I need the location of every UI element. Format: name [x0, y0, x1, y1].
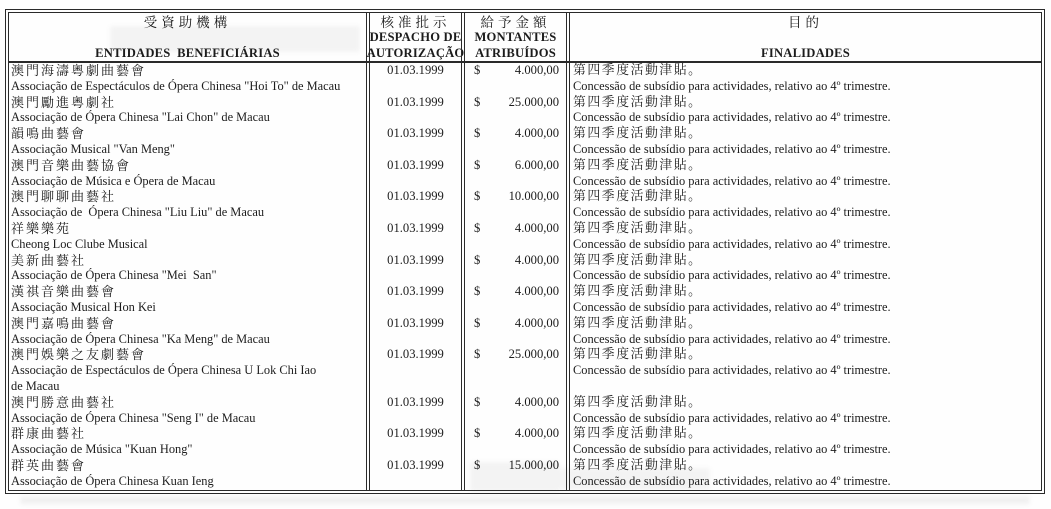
purpose-cell — [566, 426, 1041, 458]
currency-symbol: $ — [474, 189, 481, 204]
entity-name-zh: 漢祺音樂曲藝會 — [11, 284, 117, 300]
table-row — [9, 95, 1041, 127]
authorization-date: 01.03.1999 — [387, 157, 444, 172]
entity-name-pt: Cheong Loc Clube Musical — [11, 236, 148, 251]
authorization-date: 01.03.1999 — [387, 189, 444, 204]
header-finalidades-zh: 目的 — [788, 15, 823, 30]
currency-symbol: $ — [474, 457, 481, 472]
amount-cell — [461, 316, 566, 348]
purpose-cell — [566, 189, 1041, 221]
currency-symbol: $ — [474, 284, 481, 299]
scan-artifact — [20, 497, 1030, 504]
table-row — [9, 284, 1041, 316]
amount-value: 6.000,00 — [514, 157, 559, 172]
authorization-date-cell — [366, 126, 461, 158]
table-row — [9, 221, 1041, 253]
amount-value: 4.000,00 — [514, 426, 559, 441]
entity-name-pt: Associação de Ópera Chinesa Kuan Ieng — [11, 473, 214, 488]
amount-value: 25.000,00 — [508, 347, 559, 362]
header-montantes-zh: 給予金額 — [480, 15, 551, 30]
authorization-date-cell — [366, 189, 461, 221]
header-entities-pt: ENTIDADES BENEFICIÁRIAS — [95, 45, 280, 60]
entity-cell — [9, 189, 366, 221]
authorization-date-cell — [366, 253, 461, 285]
purpose-zh: 第四季度活動津貼。 — [573, 94, 703, 109]
entity-name-zh: 澳門海濤粵劇曲藝會 — [11, 63, 147, 78]
authorization-date-cell — [366, 63, 461, 95]
table-row — [9, 316, 1041, 348]
purpose-pt: Concessão de subsídio para actividades, relativo ao 4º trimestre. — [573, 442, 891, 457]
purpose-cell — [566, 347, 1041, 394]
entity-name-zh: 美新曲藝社 — [11, 252, 87, 268]
authorization-date: 01.03.1999 — [387, 315, 444, 330]
purpose-cell — [566, 158, 1041, 190]
currency-symbol: $ — [474, 220, 481, 235]
amount-cell — [461, 284, 566, 316]
authorization-date: 01.03.1999 — [387, 252, 444, 267]
entity-name-pt: Associação Musical "Van Meng" — [11, 141, 175, 156]
authorization-date-cell — [366, 316, 461, 348]
currency-symbol: $ — [474, 426, 481, 441]
purpose-zh: 第四季度活動津貼。 — [573, 126, 703, 141]
authorization-date: 01.03.1999 — [387, 220, 444, 235]
table-body — [9, 63, 1041, 490]
purpose-zh: 第四季度活動津貼。 — [573, 347, 703, 362]
purpose-pt: Concessão de subsídio para actividades, relativo ao 4º trimestre. — [573, 205, 891, 220]
purpose-zh: 第四季度活動津貼。 — [573, 394, 703, 409]
entity-name-pt: Associação de Espectáculos de Ópera Chinesa "Hoi To" de Macau — [11, 78, 341, 93]
authorization-date-cell — [366, 284, 461, 316]
amount-value: 4.000,00 — [514, 63, 559, 77]
purpose-pt: Concessão de subsídio para actividades, relativo ao 4º trimestre. — [573, 141, 891, 156]
amount-cell — [461, 426, 566, 458]
amount-value: 15.000,00 — [508, 457, 559, 472]
entity-name-pt: Associação de Ópera Chinesa "Lai Chon" de Macau — [11, 110, 270, 125]
amount-cell — [461, 63, 566, 95]
header-montantes-pt-line1: MONTANTES — [474, 30, 557, 44]
amount-value: 4.000,00 — [514, 220, 559, 235]
authorization-date: 01.03.1999 — [387, 94, 444, 109]
authorization-date: 01.03.1999 — [387, 426, 444, 441]
entity-name-pt: Associação de Ópera Chinesa "Mei San" — [11, 268, 217, 283]
entity-name-pt: Associação de Ópera Chinesa "Ka Meng" de Macau — [11, 331, 270, 346]
authorization-date: 01.03.1999 — [387, 126, 444, 141]
amount-cell — [461, 126, 566, 158]
authorization-date-cell — [366, 221, 461, 253]
header-despacho — [366, 13, 465, 64]
authorization-date: 01.03.1999 — [387, 347, 444, 362]
entity-cell — [9, 95, 366, 127]
authorization-date-cell — [366, 458, 461, 490]
amount-value: 4.000,00 — [514, 394, 559, 409]
purpose-zh: 第四季度活動津貼。 — [573, 426, 703, 441]
purpose-cell — [566, 221, 1041, 253]
entity-name-pt: Associação Musical Hon Kei — [11, 299, 156, 314]
entity-name-pt: Associação de Ópera Chinesa "Seng I" de Macau — [11, 410, 256, 425]
amount-value: 4.000,00 — [514, 126, 559, 141]
table-row — [9, 189, 1041, 221]
purpose-pt: Concessão de subsídio para actividades, relativo ao 4º trimestre. — [573, 410, 891, 425]
currency-symbol: $ — [474, 94, 481, 109]
entity-cell — [9, 284, 366, 316]
purpose-pt: Concessão de subsídio para actividades, relativo ao 4º trimestre. — [573, 363, 891, 378]
header-despacho-pt-line1: DESPACHO DE — [369, 30, 462, 44]
purpose-cell — [566, 458, 1041, 490]
amount-value: 25.000,00 — [508, 94, 559, 109]
purpose-pt: Concessão de subsídio para actividades, relativo ao 4º trimestre. — [573, 268, 891, 283]
authorization-date: 01.03.1999 — [387, 63, 444, 77]
amount-value: 4.000,00 — [514, 252, 559, 267]
entity-name-pt: Associação de Ópera Chinesa "Liu Liu" de Macau — [11, 205, 265, 220]
purpose-cell — [566, 95, 1041, 127]
currency-symbol: $ — [474, 63, 481, 77]
entity-cell — [9, 221, 366, 253]
table-row — [9, 395, 1041, 427]
entity-name-zh: 祥樂樂苑 — [11, 220, 72, 236]
entity-name-zh: 澳門嘉鳴曲藝會 — [11, 315, 117, 331]
entity-cell — [9, 458, 366, 490]
entity-name-pt-overflow: de Macau — [11, 378, 60, 393]
currency-symbol: $ — [474, 126, 481, 141]
authorization-date: 01.03.1999 — [387, 457, 444, 472]
amount-value: 10.000,00 — [508, 189, 559, 204]
currency-symbol: $ — [474, 157, 481, 172]
authorization-date-cell — [366, 95, 461, 127]
amount-cell — [461, 395, 566, 427]
entity-name-zh: 澳門勝意曲藝社 — [11, 394, 117, 410]
authorization-date: 01.03.1999 — [387, 284, 444, 299]
table-header-row — [9, 13, 1041, 63]
header-finalidades — [566, 13, 1041, 64]
entity-cell — [9, 316, 366, 348]
authorization-date-cell — [366, 395, 461, 427]
authorization-date-cell — [366, 347, 461, 394]
authorization-date-cell — [366, 426, 461, 458]
entity-name-zh: 群英曲藝會 — [11, 457, 87, 473]
purpose-pt: Concessão de subsídio para actividades, relativo ao 4º trimestre. — [573, 473, 891, 488]
purpose-pt: Concessão de subsídio para actividades, relativo ao 4º trimestre. — [573, 299, 891, 314]
amount-cell — [461, 95, 566, 127]
authorization-date: 01.03.1999 — [387, 394, 444, 409]
purpose-zh: 第四季度活動津貼。 — [573, 220, 703, 235]
purpose-zh: 第四季度活動津貼。 — [573, 252, 703, 267]
purpose-cell — [566, 316, 1041, 348]
purpose-zh: 第四季度活動津貼。 — [573, 284, 703, 299]
table-row — [9, 347, 1041, 394]
entity-cell — [9, 158, 366, 190]
entity-name-zh: 韻鳴曲藝會 — [11, 126, 87, 142]
purpose-cell — [566, 63, 1041, 95]
amount-cell — [461, 158, 566, 190]
purpose-cell — [566, 253, 1041, 285]
entity-name-zh: 澳門勵進粵劇社 — [11, 94, 117, 110]
purpose-zh: 第四季度活動津貼。 — [573, 457, 703, 472]
header-despacho-zh: 核准批示 — [380, 15, 451, 30]
currency-symbol: $ — [474, 252, 481, 267]
purpose-zh: 第四季度活動津貼。 — [573, 157, 703, 172]
entity-cell — [9, 426, 366, 458]
table-row — [9, 253, 1041, 285]
subsidy-table — [5, 9, 1045, 494]
header-entities-zh: 受資助機構 — [143, 15, 232, 30]
table-row — [9, 458, 1041, 490]
header-montantes-pt-line2: ATRIBUÍDOS — [475, 45, 556, 60]
header-entities — [9, 13, 366, 64]
amount-cell — [461, 189, 566, 221]
header-despacho-pt-line2: AUTORIZAÇÃO — [366, 45, 465, 60]
amount-cell — [461, 347, 566, 394]
authorization-date-cell — [366, 158, 461, 190]
table-row — [9, 426, 1041, 458]
entity-name-zh: 群康曲藝社 — [11, 426, 87, 442]
purpose-zh: 第四季度活動津貼。 — [573, 315, 703, 330]
entity-cell — [9, 126, 366, 158]
entity-cell — [9, 347, 366, 394]
purpose-zh: 第四季度活動津貼。 — [573, 63, 703, 77]
purpose-pt: Concessão de subsídio para actividades, relativo ao 4º trimestre. — [573, 110, 891, 125]
entity-name-zh: 澳門聊聊曲藝社 — [11, 189, 117, 205]
amount-cell — [461, 253, 566, 285]
entity-cell — [9, 63, 366, 95]
purpose-pt: Concessão de subsídio para actividades, relativo ao 4º trimestre. — [573, 236, 891, 251]
table-row — [9, 158, 1041, 190]
purpose-cell — [566, 395, 1041, 427]
purpose-cell — [566, 284, 1041, 316]
amount-cell — [461, 221, 566, 253]
currency-symbol: $ — [474, 315, 481, 330]
purpose-pt: Concessão de subsídio para actividades, relativo ao 4º trimestre. — [573, 173, 891, 188]
purpose-cell — [566, 126, 1041, 158]
header-finalidades-pt: FINALIDADES — [761, 45, 850, 60]
currency-symbol: $ — [474, 394, 481, 409]
amount-cell — [461, 458, 566, 490]
header-montantes — [461, 13, 566, 64]
amount-value: 4.000,00 — [514, 315, 559, 330]
purpose-zh: 第四季度活動津貼。 — [573, 189, 703, 204]
purpose-pt: Concessão de subsídio para actividades, relativo ao 4º trimestre. — [573, 78, 891, 93]
entity-name-zh: 澳門音樂曲藝協會 — [11, 157, 132, 173]
purpose-pt: Concessão de subsídio para actividades, relativo ao 4º trimestre. — [573, 331, 891, 346]
entity-cell — [9, 395, 366, 427]
amount-value: 4.000,00 — [514, 284, 559, 299]
entity-name-pt: Associação de Espectáculos de Ópera Chinesa U Lok Chi Iao — [11, 363, 317, 378]
table-row — [9, 63, 1041, 95]
table-row — [9, 126, 1041, 158]
entity-name-pt: Associação de Música "Kuan Hong" — [11, 442, 193, 457]
currency-symbol: $ — [474, 347, 481, 362]
entity-cell — [9, 253, 366, 285]
entity-name-pt: Associação de Música e Ópera de Macau — [11, 173, 216, 188]
entity-name-zh: 澳門娛樂之友劇藝會 — [11, 347, 147, 363]
